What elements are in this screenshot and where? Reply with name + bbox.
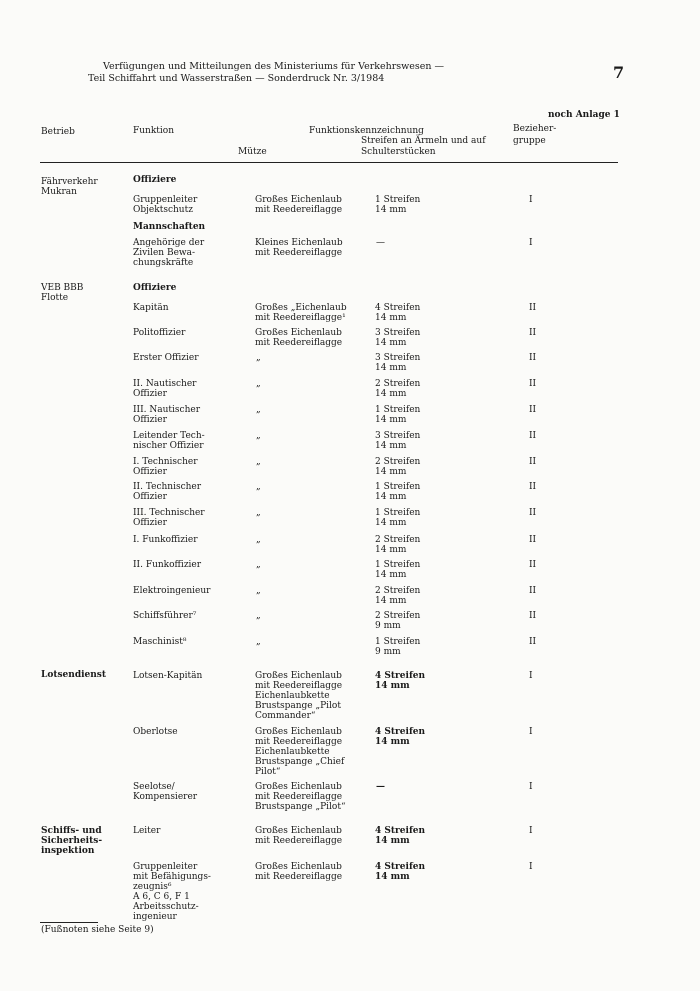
anlage-label: noch Anlage 1 — [548, 110, 620, 120]
header-rule — [40, 162, 618, 163]
cell-gruppe: II — [529, 328, 537, 338]
cell-streifen: — — [376, 782, 385, 792]
cell-streifen: — — [376, 238, 385, 248]
cell-streifen: 1 Streifen 14 mm — [375, 195, 421, 215]
cell-muetze: „ — [256, 379, 261, 389]
col-bezieher-2: gruppe — [513, 136, 546, 146]
cell-funktion: Seelotse/ Kompensierer — [133, 782, 198, 802]
cell-streifen: 1 Streifen 14 mm — [375, 560, 421, 580]
cell-muetze: „ — [256, 405, 261, 415]
cell-funktion: III. Technischer Offizier — [133, 508, 205, 528]
cell-funktion: Erster Offizier — [133, 353, 199, 363]
cell-gruppe: II — [529, 586, 537, 596]
cell-funktion: Kapitän — [133, 303, 169, 313]
cell-gruppe: I — [529, 826, 533, 836]
cell-funktion: Leiter — [133, 826, 161, 836]
footnote-rule — [40, 922, 98, 923]
cell-gruppe: I — [529, 862, 533, 872]
cell-gruppe: II — [529, 353, 537, 363]
cell-muetze: „ — [256, 560, 261, 570]
cell-gruppe: II — [529, 457, 537, 467]
cell-streifen: 1 Streifen 14 mm — [375, 405, 421, 425]
header-line-2: Teil Schiffahrt und Wasserstraßen — Sonderdruck Nr. 3/1984 — [88, 73, 385, 84]
cell-streifen: 2 Streifen 14 mm — [375, 586, 421, 606]
cell-streifen: 4 Streifen 14 mm — [375, 826, 426, 846]
cell-funktion: I. Funkoffizier — [133, 535, 198, 545]
cell-streifen: 1 Streifen 14 mm — [375, 508, 421, 528]
cell-gruppe: II — [529, 303, 537, 313]
cell-muetze: Großes „Eichenlaub mit Reedereiflagge¹ — [255, 303, 347, 323]
cell-muetze: „ — [256, 457, 261, 467]
cell-funktion: Schiffsführer⁷ — [133, 611, 197, 621]
cell-muetze: Großes Eichenlaub mit Reedereiflagge Brustspange „Pilot“ — [255, 782, 346, 812]
cell-streifen: 1 Streifen 9 mm — [375, 637, 421, 657]
cell-streifen: 2 Streifen 14 mm — [375, 379, 421, 399]
col-bezieher-1: Bezieher- — [513, 124, 557, 134]
cell-funktion: Gruppenleiter mit Befähigungs- zeugnis⁶ A 6, C 6, F 1 Arbeitsschutz- ingenieur — [133, 862, 211, 922]
cell-muetze: Großes Eichenlaub mit Reedereiflagge Eichenlaubkette Brustspange „Chief Pilot“ — [255, 727, 345, 777]
cell-streifen: 3 Streifen 14 mm — [375, 328, 421, 348]
cell-gruppe: I — [529, 238, 533, 248]
cell-gruppe: II — [529, 482, 537, 492]
cell-streifen: 4 Streifen 14 mm — [375, 671, 426, 691]
cell-muetze: Großes Eichenlaub mit Reedereiflagge — [255, 328, 343, 348]
col-betrieb: Betrieb — [41, 127, 75, 137]
cell-gruppe: II — [529, 560, 537, 570]
cell-funktion: Elektroingenieur — [133, 586, 211, 596]
footnote-text: (Fußnoten siehe Seite 9) — [41, 925, 154, 935]
subhead: Offiziere — [133, 283, 177, 293]
cell-streifen: 2 Streifen 14 mm — [375, 535, 421, 555]
col-kennzeichnung: Funktionskennzeichnung — [309, 126, 424, 136]
cell-funktion: Leitender Tech- nischer Offizier — [133, 431, 205, 451]
cell-muetze: Großes Eichenlaub mit Reedereiflagge — [255, 195, 343, 215]
cell-funktion: Lotsen-Kapitän — [133, 671, 203, 681]
cell-funktion: Gruppenleiter Objektschutz — [133, 195, 198, 215]
cell-funktion: Angehörige der Zivilen Bewa- chungskräfte — [133, 238, 205, 268]
cell-funktion: II. Technischer Offizier — [133, 482, 202, 502]
cell-gruppe: I — [529, 727, 533, 737]
cell-streifen: 4 Streifen 14 mm — [375, 727, 426, 747]
cell-funktion: Politoffizier — [133, 328, 186, 338]
cell-gruppe: II — [529, 508, 537, 518]
cell-muetze: „ — [256, 637, 261, 647]
col-funktion: Funktion — [133, 126, 175, 136]
subhead: Offiziere — [133, 175, 177, 185]
cell-muetze: Großes Eichenlaub mit Reedereiflagge Eichenlaubkette Brustspange „Pilot Commander“ — [255, 671, 343, 721]
cell-funktion: II. Funkoffizier — [133, 560, 202, 570]
cell-muetze: „ — [256, 586, 261, 596]
cell-muetze: „ — [256, 353, 261, 363]
cell-gruppe: I — [529, 671, 533, 681]
section-betrieb: VEB BBB Flotte — [41, 283, 84, 303]
cell-funktion: I. Technischer Offizier — [133, 457, 198, 477]
cell-muetze: Großes Eichenlaub mit Reedereiflagge — [255, 862, 343, 882]
cell-streifen: 1 Streifen 14 mm — [375, 482, 421, 502]
cell-streifen: 3 Streifen 14 mm — [375, 353, 421, 373]
header-line-1: Verfügungen und Mitteilungen des Ministeriums für Verkehrswesen — — [103, 61, 445, 72]
cell-gruppe: II — [529, 379, 537, 389]
col-muetze: Mütze — [238, 147, 267, 157]
cell-streifen: 2 Streifen 14 mm — [375, 457, 421, 477]
cell-muetze: „ — [256, 431, 261, 441]
section-betrieb: Lotsendienst — [41, 670, 107, 680]
cell-streifen: 4 Streifen 14 mm — [375, 862, 426, 882]
cell-funktion: Oberlotse — [133, 727, 178, 737]
cell-gruppe: II — [529, 611, 537, 621]
cell-gruppe: II — [529, 405, 537, 415]
col-streifen-1: Streifen an Ärmeln und auf — [361, 136, 486, 146]
page-number: 7 — [613, 63, 625, 82]
cell-streifen: 3 Streifen 14 mm — [375, 431, 421, 451]
col-streifen-2: Schulterstücken — [361, 147, 436, 157]
cell-gruppe: II — [529, 535, 537, 545]
cell-muetze: Großes Eichenlaub mit Reedereiflagge — [255, 826, 343, 846]
cell-streifen: 4 Streifen 14 mm — [375, 303, 421, 323]
cell-gruppe: I — [529, 195, 533, 205]
cell-streifen: 2 Streifen 9 mm — [375, 611, 421, 631]
cell-gruppe: II — [529, 637, 537, 647]
subhead: Mannschaften — [133, 222, 206, 232]
section-betrieb: Fährverkehr Mukran — [41, 177, 98, 197]
cell-funktion: II. Nautischer Offizier — [133, 379, 197, 399]
cell-muetze: „ — [256, 482, 261, 492]
cell-gruppe: I — [529, 782, 533, 792]
cell-muetze: Kleines Eichenlaub mit Reedereiflagge — [255, 238, 343, 258]
cell-gruppe: II — [529, 431, 537, 441]
cell-muetze: „ — [256, 611, 261, 621]
section-betrieb: Schiffs- und Sicherheits- inspektion — [41, 826, 103, 856]
cell-funktion: Maschinist⁸ — [133, 637, 187, 647]
cell-funktion: III. Nautischer Offizier — [133, 405, 201, 425]
cell-muetze: „ — [256, 508, 261, 518]
cell-muetze: „ — [256, 535, 261, 545]
